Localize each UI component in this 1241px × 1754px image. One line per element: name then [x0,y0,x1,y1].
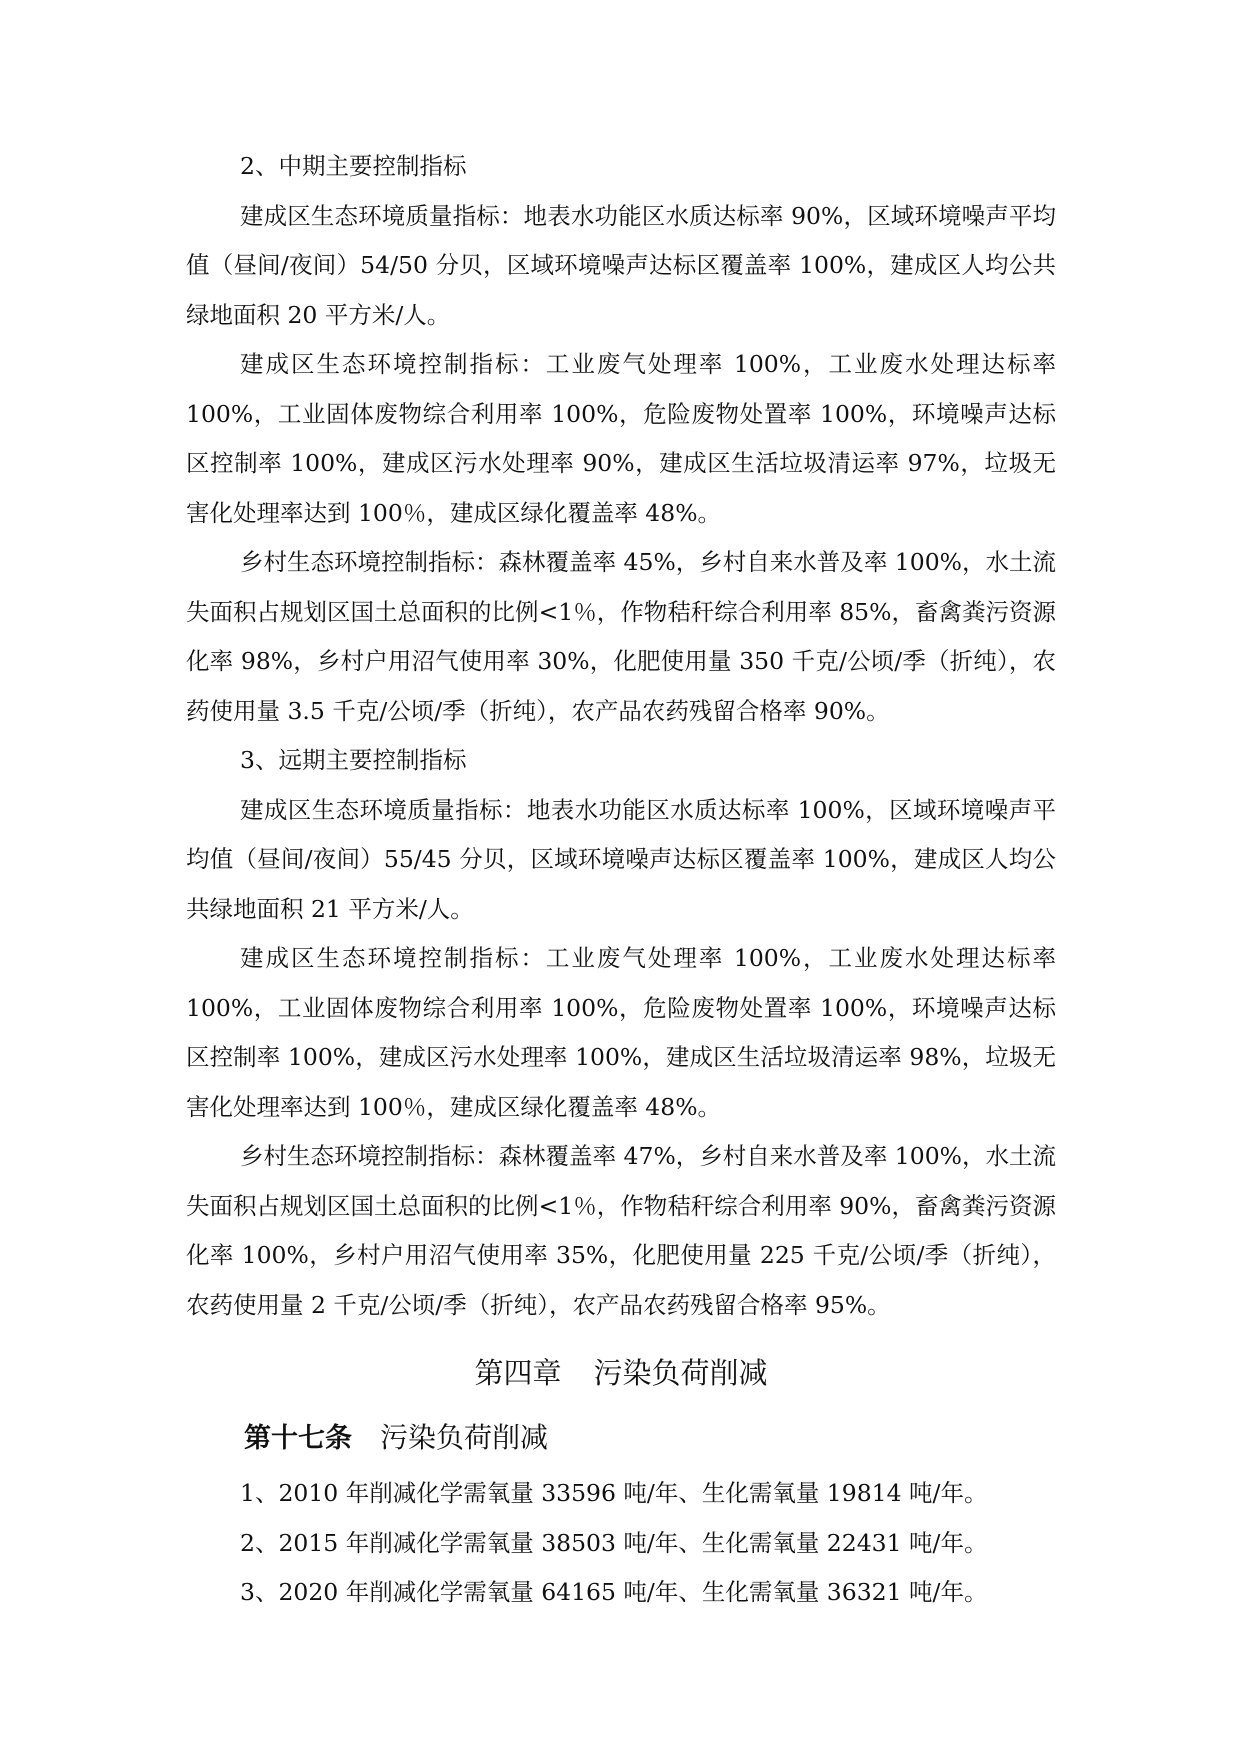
mid-term-quality-paragraph: 建成区生态环境质量指标：地表水功能区水质达标率 90%，区域环境噪声平均值（昼间/夜间）54/50 分贝，区域环境噪声达标区覆盖率 100%，建成区人均公共绿地面积 20 平方米/人。 [186,201,1056,329]
long-term-quality-paragraph: 建成区生态环境质量指标：地表水功能区水质达标率 100%，区域环境噪声平均值（昼间/夜间）55/45 分贝，区域环境噪声达标区覆盖率 100%，建成区人均公共绿地面积 21 平方米/人。 [186,795,1056,923]
article-item: 1、2010 年削减化学需氧量 33596 吨/年、生化需氧量 19814 吨/年。 [240,1479,988,1507]
article-number: 第十七条 [244,1423,352,1454]
article-heading [244,1418,1056,1459]
long-term-heading: 3、远期主要控制指标 [240,746,467,774]
article-item: 3、2020 年削减化学需氧量 64165 吨/年、生化需氧量 36321 吨/年。 [240,1578,988,1606]
long-term-rural-control-paragraph: 乡村生态环境控制指标：森林覆盖率 47%，乡村自来水普及率 100%，水土流失面积占规划区国土总面积的比例<1％，作物秸秆综合利用率 90%，畜禽粪污资源化率 100%，乡村户用沼气使用率 35%，化肥使用量 225 千克/公顷/季（折纯），农药使用量 2 千克/公顷/季（折纯），农产品农药残留合格率 95%。 [186,1142,1056,1319]
mid-term-urban-control-paragraph: 建成区生态环境控制指标：工业废气处理率 100%，工业废水处理达标率 100%，工业固体废物综合利用率 100%，危险废物处置率 100%，环境噪声达标区控制率 100%，建成区污水处理率 90%，建成区生活垃圾清运率 97%，垃圾无害化处理率达到 100％，建成区绿化覆盖率 48%。 [186,350,1056,527]
article-item: 2、2015 年削减化学需氧量 38503 吨/年、生化需氧量 22431 吨/年。 [240,1528,988,1557]
chapter-number: 第四章 [474,1356,562,1390]
article-title: 污染负荷削减 [380,1421,549,1454]
mid-term-heading: 2、中期主要控制指标 [240,152,467,180]
long-term-urban-control-paragraph: 建成区生态环境控制指标：工业废气处理率 100%，工业废水处理达标率 100%，工业固体废物综合利用率 100%，危险废物处置率 100%，环境噪声达标区控制率 100%，建成区污水处理率 100%，建成区生活垃圾清运率 98%，垃圾无害化处理率达到 100％，建成区绿化覆盖率 48%。 [186,944,1056,1121]
chapter-title: 污染负荷削减 [593,1356,768,1390]
chapter-heading [186,1354,1056,1392]
mid-term-rural-control-paragraph: 乡村生态环境控制指标：森林覆盖率 45%，乡村自来水普及率 100%，水土流失面积占规划区国土总面积的比例<1％，作物秸秆综合利用率 85%，畜禽粪污资源化率 98%，乡村户用沼气使用率 30%，化肥使用量 350 千克/公顷/季（折纯），农药使用量 3.5 千克/公顷/季（折纯），农产品农药残留合格率 90%。 [186,548,1056,725]
document-body [186,142,1056,1618]
